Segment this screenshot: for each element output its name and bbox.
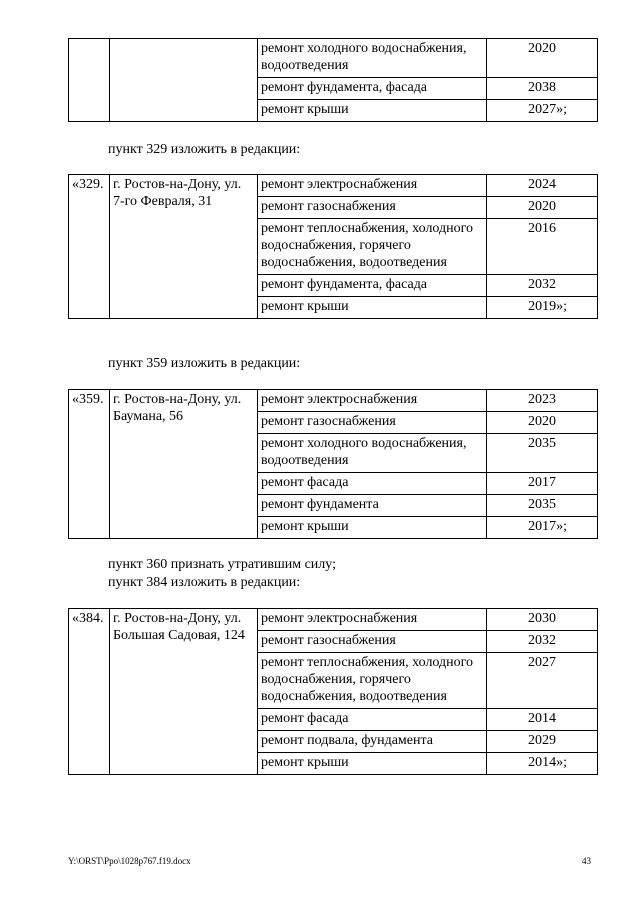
work-cell: ремонт фасада [258,473,487,495]
year-cell: 2035 [487,434,598,473]
paragraph-360: пункт 360 признать утратившим силу; [108,557,336,572]
address-cell: г. Ростов-на-Дону, ул. Баумана, 56 [110,390,258,539]
page-number: 43 [582,856,591,866]
work-cell: ремонт электроснабжения [258,175,487,197]
work-cell: ремонт холодного водоснабжения, водоотведения [258,434,487,473]
table-384 [68,608,598,775]
work-cell: ремонт крыши [258,100,487,122]
year-cell: 2038 [487,78,598,100]
year-cell: 2020 [487,39,598,78]
footer-file-path: Y:\ORST\Ppo\1028p767.f19.docx [68,856,191,866]
work-cell: ремонт теплоснабжения, холодного водоснабжения, горячего водоснабжения, водоотведения [258,653,487,709]
table-row [69,39,598,78]
num-cell: «359. [69,390,110,539]
address-cell: г. Ростов-на-Дону, ул. 7-го Февраля, 31 [110,175,258,319]
year-cell: 2020 [487,412,598,434]
work-cell: ремонт электроснабжения [258,609,487,631]
work-cell: ремонт газоснабжения [258,631,487,653]
year-cell: 2027»; [487,100,598,122]
year-cell: 2029 [487,731,598,753]
num-cell: «384. [69,609,110,775]
year-cell: 2017 [487,473,598,495]
work-cell: ремонт газоснабжения [258,412,487,434]
address-cell [110,39,258,122]
year-cell: 2017»; [487,517,598,539]
year-cell: 2024 [487,175,598,197]
year-cell: 2032 [487,631,598,653]
table-row [69,609,598,631]
table-row [69,175,598,197]
work-cell: ремонт подвала, фундамента [258,731,487,753]
year-cell: 2020 [487,197,598,219]
work-cell: ремонт крыши [258,517,487,539]
work-cell: ремонт газоснабжения [258,197,487,219]
work-cell: ремонт крыши [258,753,487,775]
work-cell: ремонт электроснабжения [258,390,487,412]
work-cell: ремонт фасада [258,709,487,731]
work-cell: ремонт теплоснабжения, холодного водоснабжения, горячего водоснабжения, водоотведения [258,219,487,275]
year-cell: 2023 [487,390,598,412]
table-row [69,390,598,412]
paragraph-359: пункт 359 изложить в редакции: [108,356,301,371]
paragraph-384: пункт 384 изложить в редакции: [108,575,301,590]
num-cell [69,39,110,122]
work-cell: ремонт фундамента, фасада [258,275,487,297]
table-329 [68,174,598,319]
work-cell: ремонт фундамента [258,495,487,517]
table-359 [68,389,598,539]
num-cell: «329. [69,175,110,319]
year-cell: 2019»; [487,297,598,319]
year-cell: 2027 [487,653,598,709]
year-cell: 2014»; [487,753,598,775]
work-cell: ремонт крыши [258,297,487,319]
year-cell: 2030 [487,609,598,631]
year-cell: 2035 [487,495,598,517]
paragraph-329: пункт 329 изложить в редакции: [108,142,301,157]
table-continuation [68,38,598,122]
address-cell: г. Ростов-на-Дону, ул. Большая Садовая, 124 [110,609,258,775]
year-cell: 2016 [487,219,598,275]
year-cell: 2032 [487,275,598,297]
year-cell: 2014 [487,709,598,731]
work-cell: ремонт фундамента, фасада [258,78,487,100]
work-cell: ремонт холодного водоснабжения, водоотведения [258,39,487,78]
